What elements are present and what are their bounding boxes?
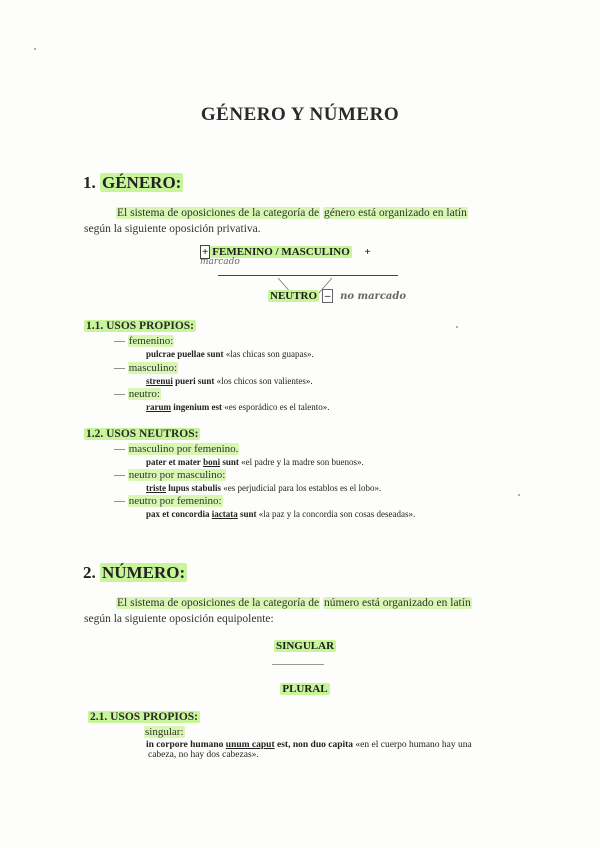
scan-speck — [34, 48, 36, 50]
singular-term: SINGULAR — [275, 640, 335, 652]
neutral-term — [268, 290, 406, 302]
gender-opposition — [200, 246, 420, 267]
handwritten-no-marcado: no marcado — [340, 291, 407, 302]
minus-box: – — [322, 289, 334, 303]
example-line: pulcrae puellae sunt «las chicas son guapas». — [146, 349, 314, 359]
section-2-title: NÚMERO: — [102, 563, 186, 582]
list-item: — masculino: — [114, 362, 178, 374]
plus-right: + — [364, 246, 371, 258]
intro-2-line2: según la siguiente oposición equipolente: — [84, 613, 274, 625]
plural-term: PLURAL — [282, 683, 328, 695]
list-item: — neutro por femenino: — [114, 495, 222, 507]
intro-2-highlight: número está organizado en latín — [324, 597, 471, 609]
section-1-heading — [83, 173, 183, 193]
section-1-title: GÉNERO: — [102, 173, 182, 192]
intro-1-highlight: género está organizado en latín — [324, 207, 467, 219]
subsection-1-2-heading: 1.2. USOS NEUTROS: — [86, 428, 199, 440]
list-item: — masculino por femenino. — [114, 443, 239, 455]
intro-2-start: El sistema de oposiciones de la categoría de — [117, 597, 320, 609]
example-line: pater et mater boni sunt «el padre y la madre son buenos». — [146, 457, 364, 467]
example-line: pax et concordia iactata sunt «la paz y la concordia son cosas deseadas». — [146, 509, 416, 519]
subsection-1-1-heading: 1.1. USOS PROPIOS: — [86, 320, 194, 332]
neutro-label: NEUTRO — [270, 290, 318, 302]
section-1-intro — [84, 205, 524, 237]
section-2-intro — [84, 595, 524, 627]
example-line: in corpore humano unum caput est, non duo capita «en el cuerpo humano hay una cabeza, no hay dos cabezas». — [146, 740, 472, 760]
intro-1-line2: según la siguiente oposición privativa. — [84, 223, 261, 235]
example-line: rarum ingenium est «es esporádico es el talento». — [146, 402, 330, 412]
example-line: triste lupus stabulis «es perjudicial para los establos es el lobo». — [146, 483, 382, 493]
list-item: singular: — [145, 726, 184, 738]
intro-1-start: El sistema de oposiciones de la categoría de — [117, 207, 320, 219]
plus-left-box: + — [202, 246, 209, 258]
opposition-marked: FEMENINO / MASCULINO — [212, 246, 350, 258]
section-2-heading — [83, 563, 187, 583]
section-2-number: 2. — [83, 563, 96, 582]
subsection-2-1-heading: 2.1. USOS PROPIOS: — [90, 711, 198, 723]
section-1-number: 1. — [83, 173, 96, 192]
handwritten-marcado: marcado — [200, 257, 240, 267]
page-title: GÉNERO Y NÚMERO — [200, 104, 400, 125]
scan-speck — [518, 494, 520, 496]
list-item: — neutro por masculino: — [114, 469, 226, 481]
example-line: strenui pueri sunt «los chicos son valientes». — [146, 376, 313, 386]
list-item: — femenino: — [114, 335, 174, 347]
opposition-rule-2 — [272, 664, 324, 665]
list-item: — neutro: — [114, 388, 160, 400]
scan-speck — [456, 326, 458, 328]
